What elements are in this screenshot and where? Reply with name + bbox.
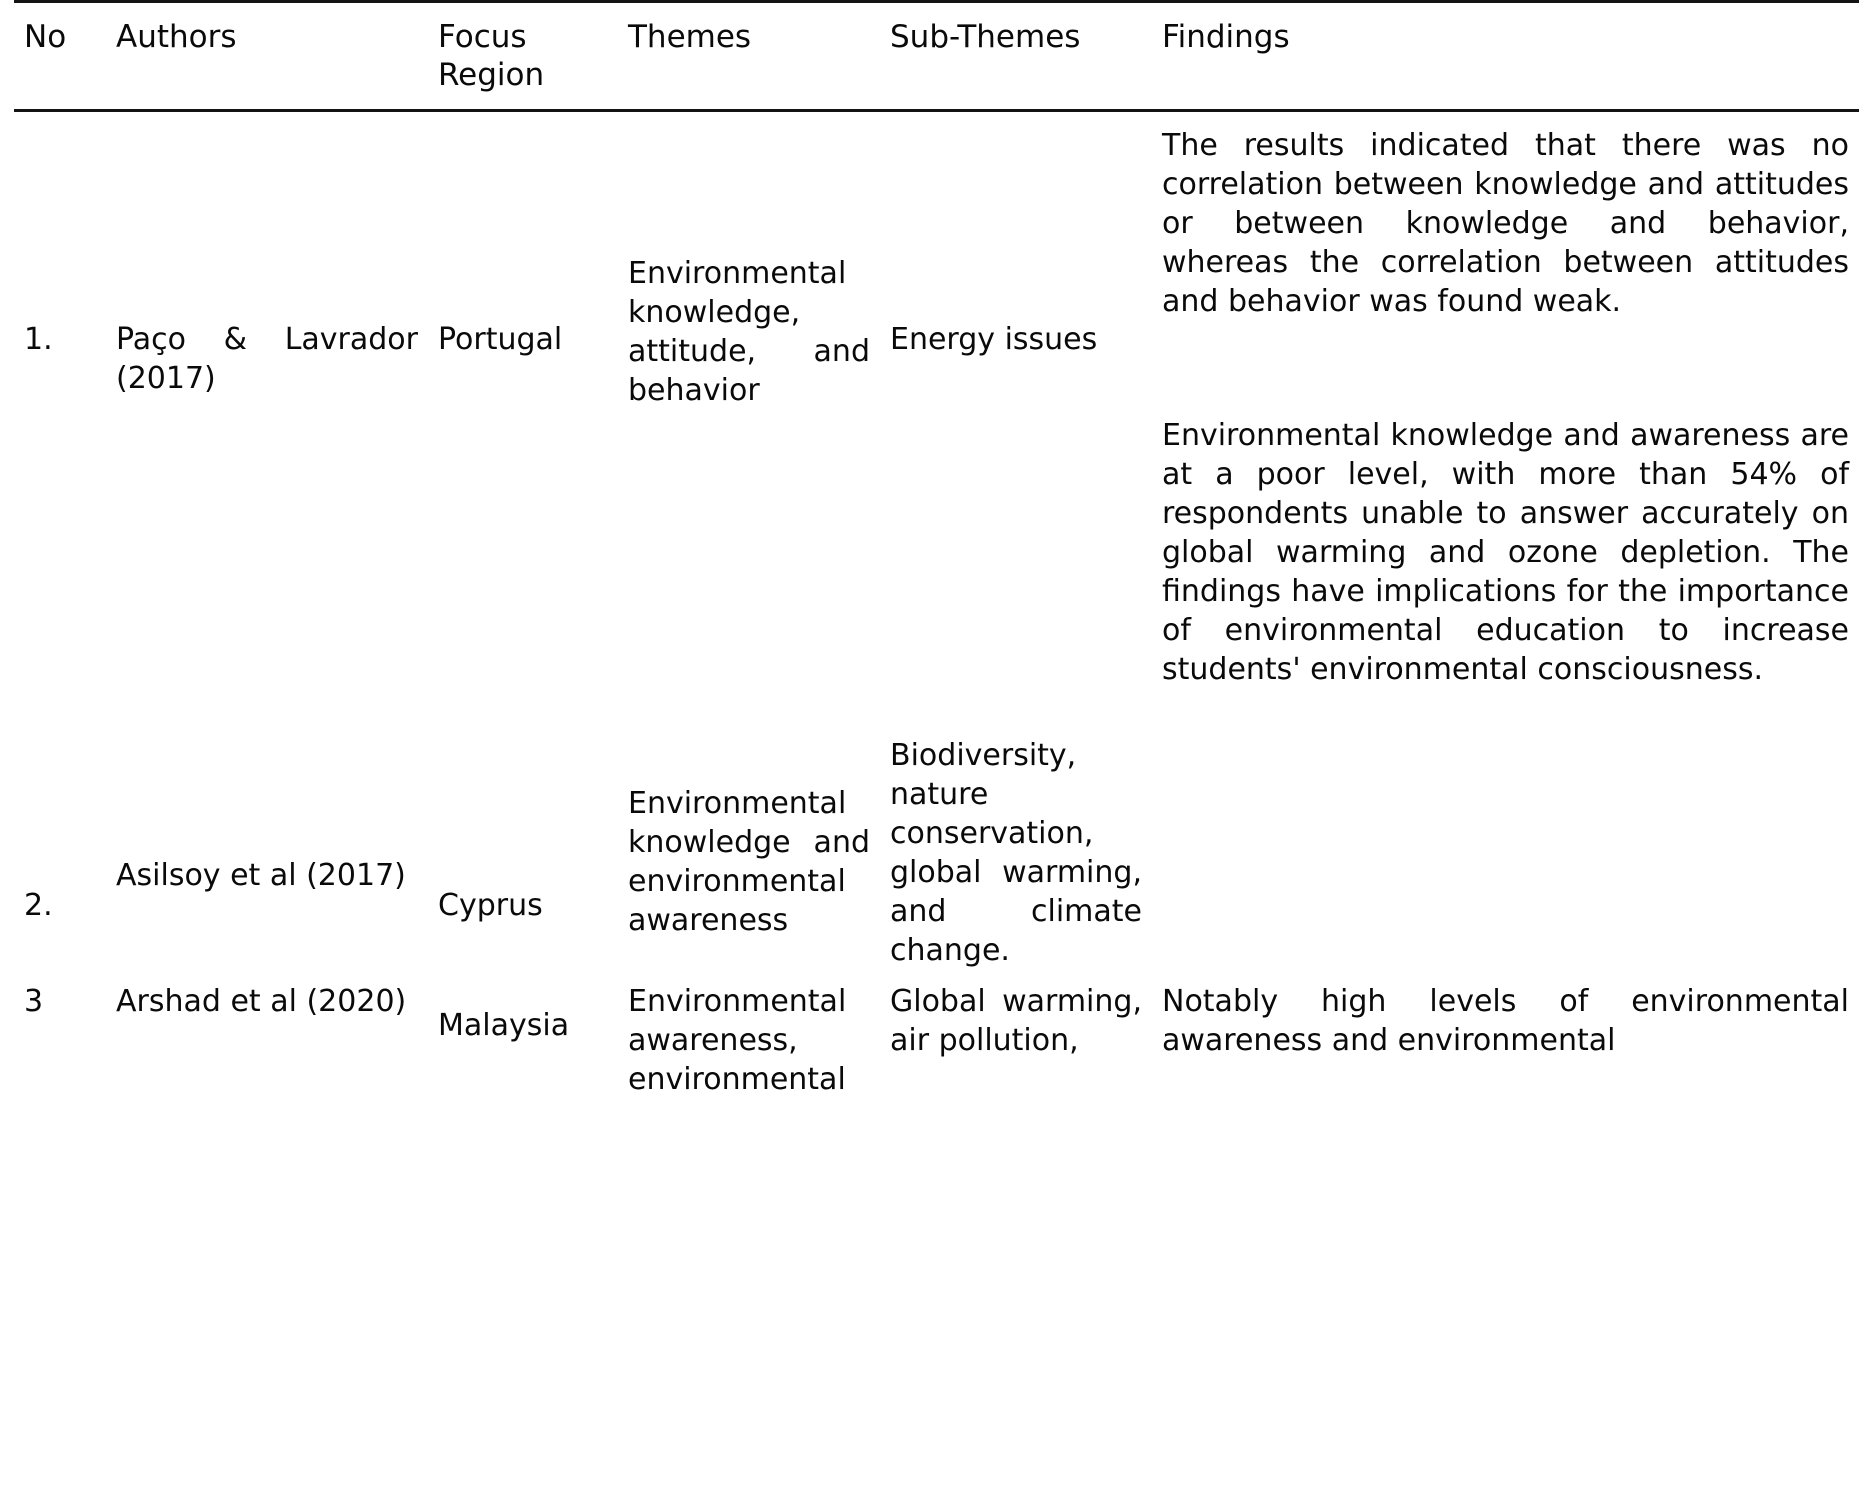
row-authors: Arshad et al (2020) [116,983,407,1019]
table-header [14,2,1859,111]
column-header-findings: Findings [1162,19,1290,55]
row-number: 3 [24,983,44,1019]
row-findings: The results indicated that there was no correlation between knowledge and attitudes or between knowledge and behavior, whereas the correlation between attitudes and behavior was found weak. [1162,127,1849,319]
column-header-focus-region-line1: Focus [438,19,527,55]
column-header-no: No [24,19,67,55]
row-authors: Paço & Lavrador (2017) [116,321,418,396]
row-themes: Environmental knowledge and environmental awareness [628,785,870,938]
literature-review-table [14,0,1859,1105]
table-body [14,110,1859,1105]
column-header-subthemes: Sub-Themes [890,19,1081,55]
row-subthemes: Global warming, air pollution, [890,983,1142,1058]
row-region: Malaysia [438,1007,570,1043]
row-region: Cyprus [438,887,543,923]
row-subthemes: Biodiversity, nature conservation, global warming, and climate change. [890,737,1142,968]
column-header-themes: Themes [628,19,752,55]
row-themes: Environmental awareness, environmental [628,983,847,1097]
row-subthemes: Energy issues [890,321,1098,357]
row-findings: Notably high levels of environmental awareness and environmental [1162,983,1849,1058]
row-region: Portugal [438,321,563,357]
row-themes: Environmental knowledge, attitude, and behavior [628,255,870,408]
row-authors: Asilsoy et al (2017) [116,857,406,893]
column-header-focus-region [428,2,618,111]
row-number: 2. [24,887,53,923]
row-number: 1. [24,321,53,357]
table-header-row [14,2,1859,111]
column-header-authors: Authors [116,19,237,55]
column-header-focus-region-line2: Region [438,56,545,93]
table-row [14,110,1859,416]
row-findings: Environmental knowledge and awareness are at a poor level, with more than 54% of respondents unable to answer accurately on global warming and ozone depletion. The findings have implications for the importance of environmental education to increase students' environmental consciousness. [1162,417,1849,687]
table-row [14,976,1859,1105]
table-row [14,416,1859,976]
